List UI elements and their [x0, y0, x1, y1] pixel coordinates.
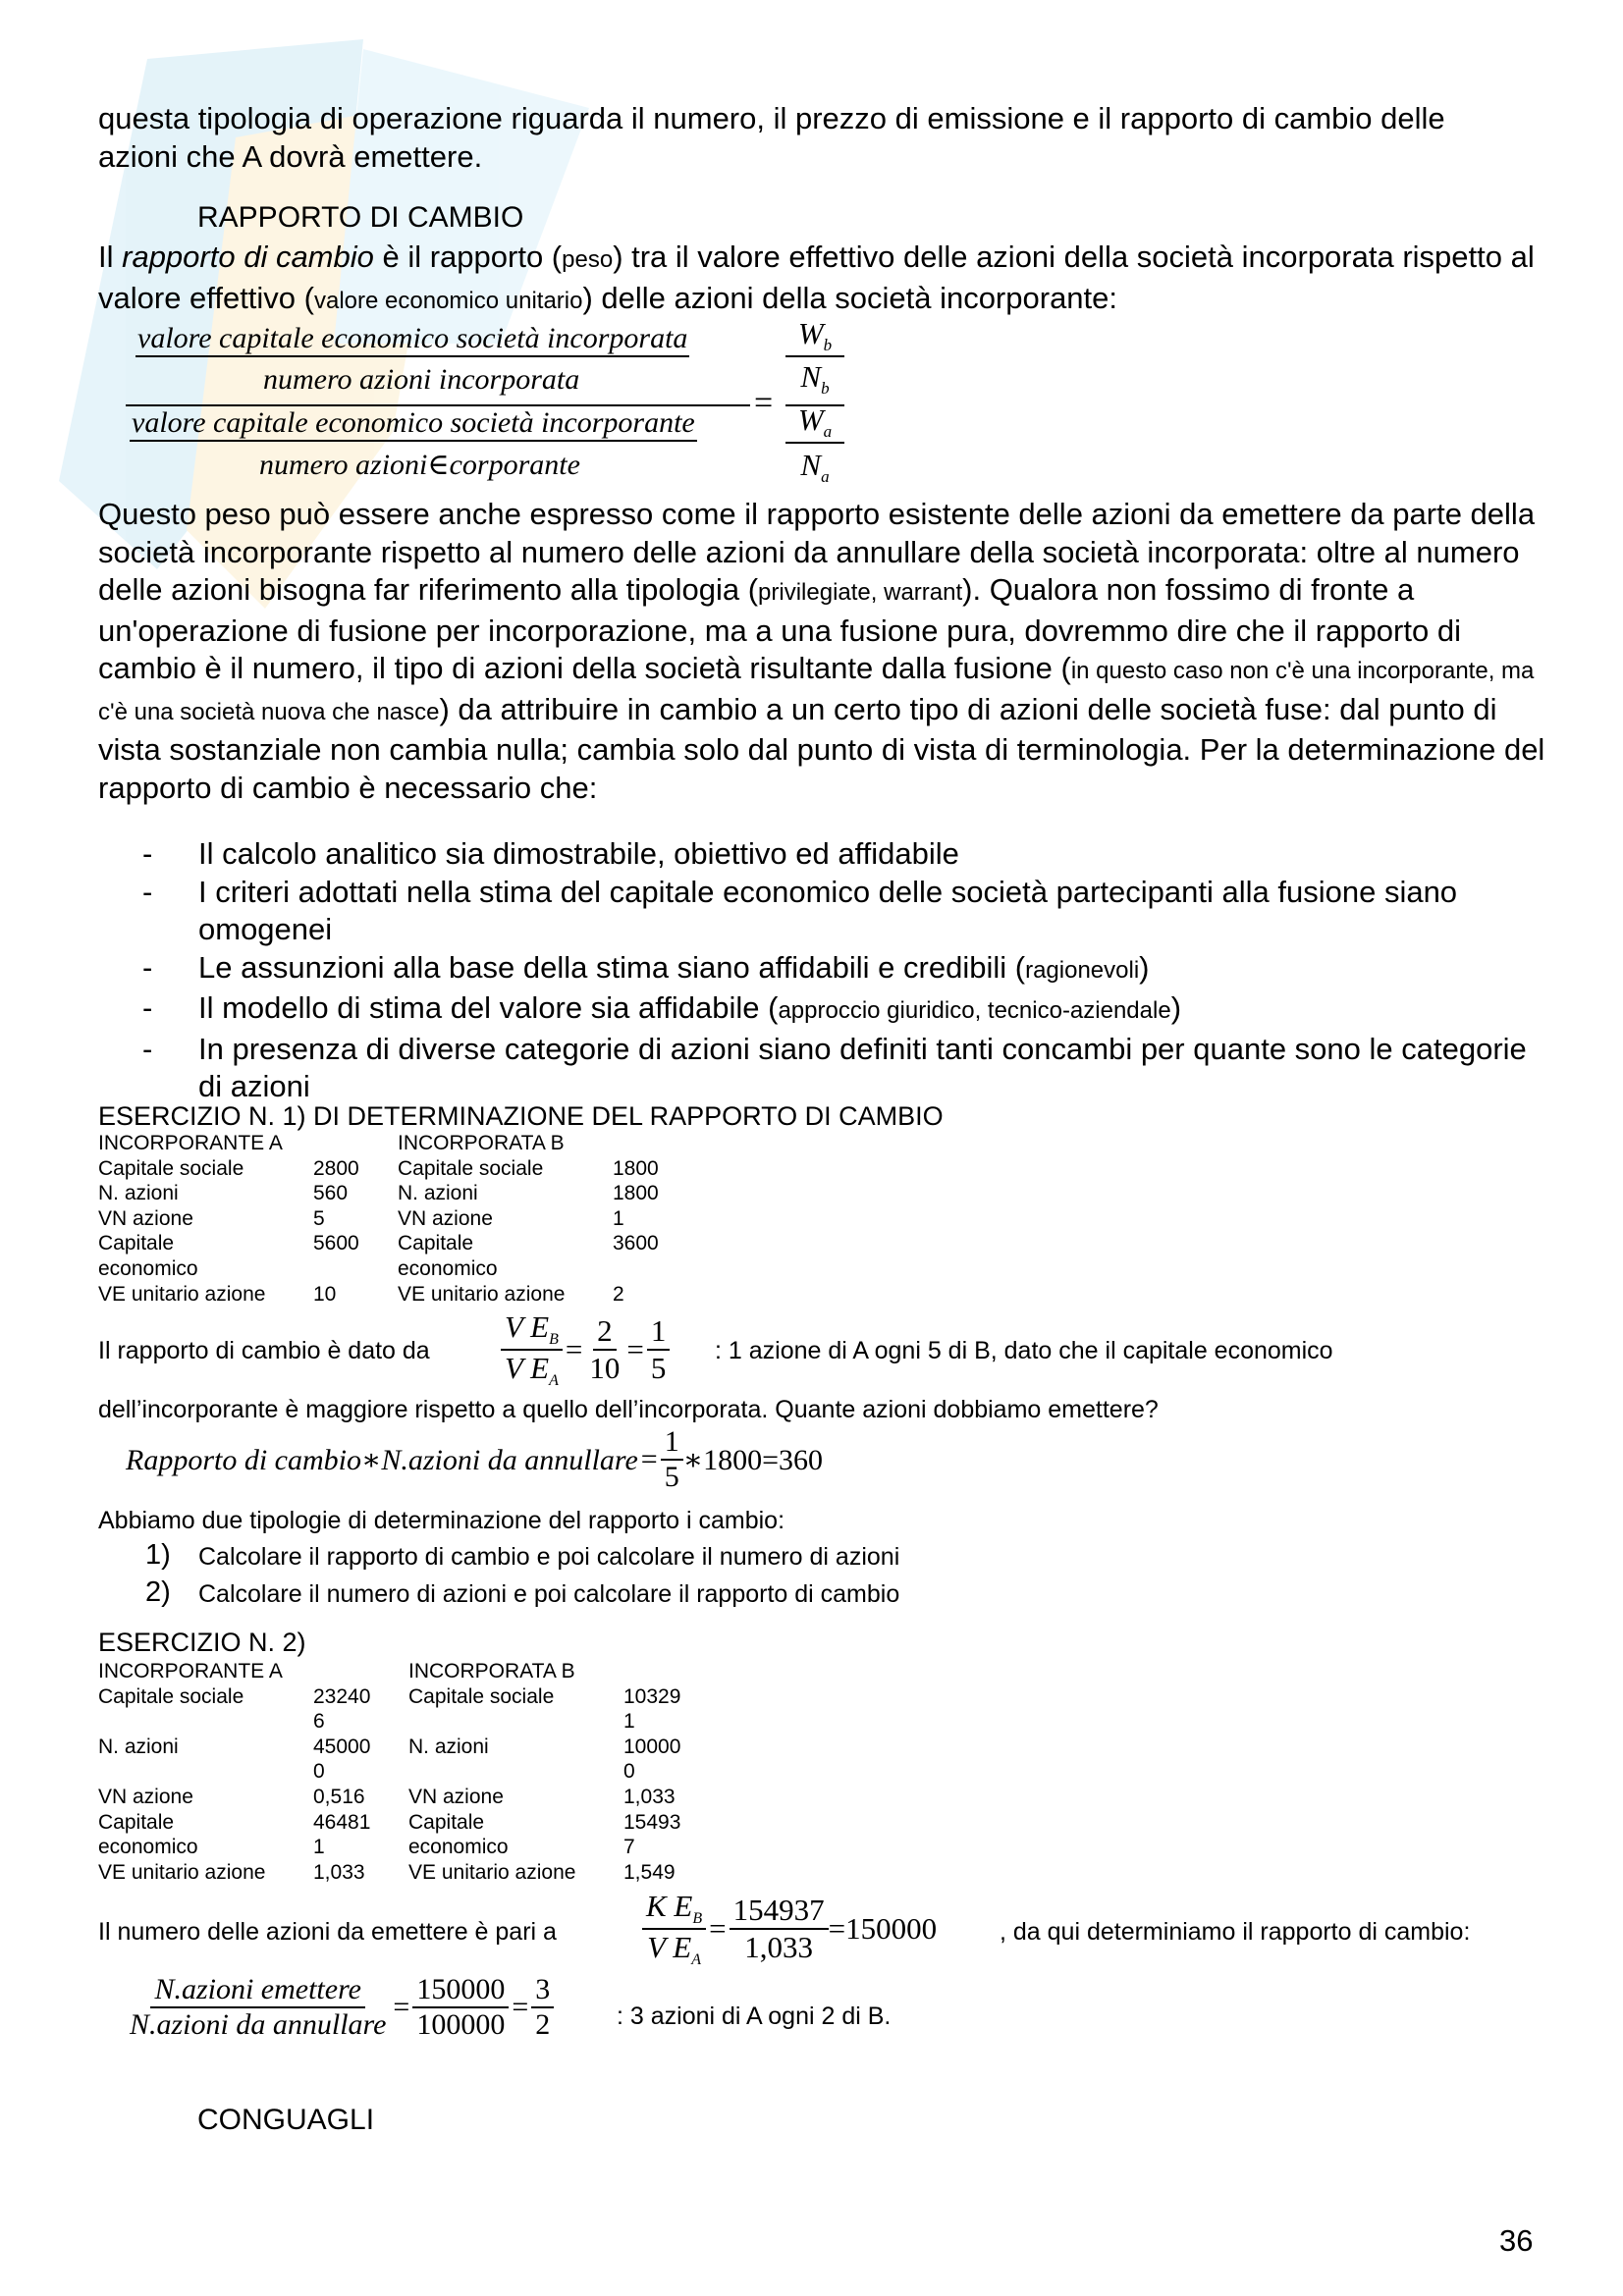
exercise-1-text-1-after: : 1 azione di A ogni 5 di B, dato che il capitale economico: [715, 1337, 1333, 1364]
def-text-2: è il rapporto (: [373, 240, 563, 274]
list-item: - Le assunzioni alla base della stima siano affidabili e credibili (ragionevoli): [142, 949, 1150, 985]
exercise-1-text-2: dell’incorporante è maggiore rispetto a quello dell’incorporata. Quante azioni dobbiamo emettere?: [98, 1396, 1159, 1423]
methods-list: [98, 1538, 1473, 1613]
frac-2-10: $\frac{2}{10}$: [589, 1313, 621, 1386]
frac-ve: $\frac{V E_B}{V E_A}$: [501, 1309, 563, 1390]
weight-paragraph: [98, 496, 1551, 807]
frac-150000-100000: $\frac{150000}{100000}$: [412, 1973, 509, 2042]
definition-paragraph: [98, 239, 1551, 320]
table-row: VE unitario azione 1,033 VE unitario azione 1,549: [98, 1860, 676, 1884]
page-number: 36: [1499, 2223, 1534, 2258]
table-row: 0 0: [313, 1760, 635, 1784]
para2-small-1: privilegiate, warrant: [758, 579, 963, 606]
exercise-2-text-1-after: , da qui determiniamo il rapporto di cambio:: [1000, 1918, 1471, 1946]
formula-den-top: valore capitale economico società incorporante: [130, 406, 697, 442]
table-row: Capitale sociale 23240 Capitale sociale 10329: [98, 1684, 681, 1708]
formula-num-top: valore capitale economico società incorporata: [135, 322, 689, 357]
col-a-header: INCORPORANTE A: [98, 1132, 283, 1154]
table-row: 6 1: [313, 1710, 635, 1734]
list-item: - Il modello di stima del valore sia affidabile (approccio giuridico, tecnico-aziendale): [142, 990, 1182, 1025]
exercise-2-ratio-formula: $\frac{\text{N.azioni emettere}}{\text{N.azioni da annullare}}$ = $\frac{150000}{100000}$ = $\frac{3}{2}$: [126, 1973, 554, 2042]
table-header-row: [98, 1659, 680, 1684]
col-a-header: INCORPORANTE A: [98, 1660, 283, 1682]
formula-num-bottom: numero azioni incorporata: [263, 363, 580, 396]
next-section-title: CONGUAGLI: [197, 2104, 375, 2136]
list-item: - In presenza di diverse categorie di azioni siano definiti tanti concambi per quante sono le categorie di azioni: [142, 1031, 1527, 1103]
exchange-ratio-formula: [126, 316, 852, 499]
table-row: N. azioni 45000 N. azioni 10000: [98, 1735, 681, 1758]
table-row: economico economico: [98, 1256, 498, 1280]
table-row: VN azione 5 VN azione 1: [98, 1206, 624, 1230]
def-text-4: ) delle azioni della società incorporante:: [582, 280, 1118, 315]
section-title: RAPPORTO DI CAMBIO: [197, 201, 524, 234]
table-row: VN azione 0,516 VN azione 1,033: [98, 1785, 676, 1808]
frac-1-5: $\frac{1}{5}$: [661, 1425, 683, 1494]
formula-n-b: $N_b$: [800, 359, 830, 399]
exercise-1-text-1: Il rapporto di cambio è dato da: [98, 1337, 430, 1364]
frac-1-5: $\frac{1}{5}$: [647, 1313, 671, 1386]
def-text-1: Il: [98, 240, 123, 274]
para2-text-3: ) da attribuire in cambio a un certo tipo di azioni delle società fuse: dal punto di vista sostanziale non cambia nulla; cambia solo dal punto di vista di terminologia. Per la determinazione del rapporto di cambio è necessario che:: [98, 691, 1545, 805]
formula-eq: =: [754, 385, 774, 421]
table-row: Capitale sociale 2800 Capitale sociale 1800: [98, 1156, 659, 1180]
intro-paragraph: questa tipologia di operazione riguarda il numero, il prezzo di emissione e il rapporto di cambio delle azioni che A dovrà emettere.: [98, 101, 1445, 174]
col-b-header: INCORPORATA B: [408, 1660, 575, 1682]
table-row: N. azioni 560 N. azioni 1800: [98, 1182, 659, 1205]
list-item: - Il calcolo analitico sia dimostrabile, obiettivo ed affidabile: [142, 836, 959, 871]
formula-n-a: $N_a$: [800, 448, 830, 487]
exercise-1-ratio-formula: $\frac{V E_B}{V E_A}$ = $\frac{2}{10}$ = $\frac{1}{5}$: [501, 1309, 670, 1390]
para2-small-2: in questo caso non c'è una incorporante, ma c'è una società nuova che nasce: [98, 658, 1535, 725]
def-text-3: ) tra il valore effettivo delle azioni della società incorporata rispetto al valore effettivo (: [98, 240, 1535, 315]
def-small-note: valore economico unitario: [313, 287, 583, 314]
exercise-1-table: [98, 1131, 659, 1307]
exercise-2-table: [98, 1659, 680, 1885]
table-row: Capitale 5600 Capitale 3600: [98, 1232, 659, 1255]
exercise-2-shares-formula: $\frac{K E_B}{V E_A}$ = $\frac{154937}{1,033}$ =150000: [642, 1889, 937, 1969]
requirements-list: [98, 835, 1532, 1106]
table-row: Capitale 46481 Capitale 15493: [98, 1810, 681, 1834]
formula-w-a: $W_a$: [785, 402, 844, 444]
frac-3-2: $\frac{3}{2}$: [531, 1973, 554, 2042]
frac-ke-ve: $\frac{K E_B}{V E_A}$: [642, 1889, 706, 1969]
para2-text-1: Questo peso può essere anche espresso come il rapporto esistente delle azioni da emettere da parte della società incorporante rispetto al numero delle azioni da annullare della società incorporata: oltre al numero delle azioni bisogna far riferimento alla tipologia (: [98, 497, 1536, 607]
frac-shares: $\frac{\text{N.azioni emettere}}{\text{N.azioni da annullare}}$: [130, 1973, 387, 2041]
list-item: - I criteri adottati nella stima del capitale economico delle società partecipanti alla fusione siano omogenei: [142, 874, 1458, 946]
exercise-2-title: ESERCIZIO N. 2): [98, 1628, 306, 1657]
table-header-row: [98, 1131, 659, 1156]
formula-w-b: $W_b$: [785, 316, 844, 357]
exercise-1-title: ESERCIZIO N. 1) DI DETERMINAZIONE DEL RAPPORTO DI CAMBIO: [98, 1101, 944, 1131]
exercise-1-shares-formula: Rapporto di cambio∗N.azioni da annullare = $\frac{1}{5}$ ∗1800=360: [126, 1425, 824, 1493]
exercise-2-text-2: : 3 azioni di A ogni 2 di B.: [617, 2002, 892, 2030]
table-row: VE unitario azione 10 VE unitario azione 2: [98, 1282, 624, 1306]
list-item: 2) Calcolare il numero di azioni e poi calcolare il rapporto di cambio: [145, 1576, 900, 1608]
col-b-header: INCORPORATA B: [398, 1132, 565, 1154]
methods-intro: Abbiamo due tipologie di determinazione del rapporto i cambio:: [98, 1507, 785, 1534]
para2-text-2: ). Qualora non fossimo di fronte a un'operazione di fusione per incorporazione, ma a una fusione pura, dovremmo dire che il rapporto di cambio è il numero, il tipo di azioni della società risultante dalla fusione (: [98, 572, 1461, 685]
def-peso: peso: [562, 246, 614, 273]
formula-den-bottom: numero azioni∈corporante: [259, 449, 580, 481]
exercise-2-text-1: Il numero delle azioni da emettere è pari a: [98, 1918, 557, 1946]
frac-values: $\frac{154937}{1,033}$: [730, 1893, 829, 1965]
def-italic-term: rapporto di cambio: [122, 240, 374, 274]
table-row: economico 1 economico 7: [98, 1836, 635, 1859]
list-item: 1) Calcolare il rapporto di cambio e poi calcolare il numero di azioni: [145, 1539, 900, 1571]
